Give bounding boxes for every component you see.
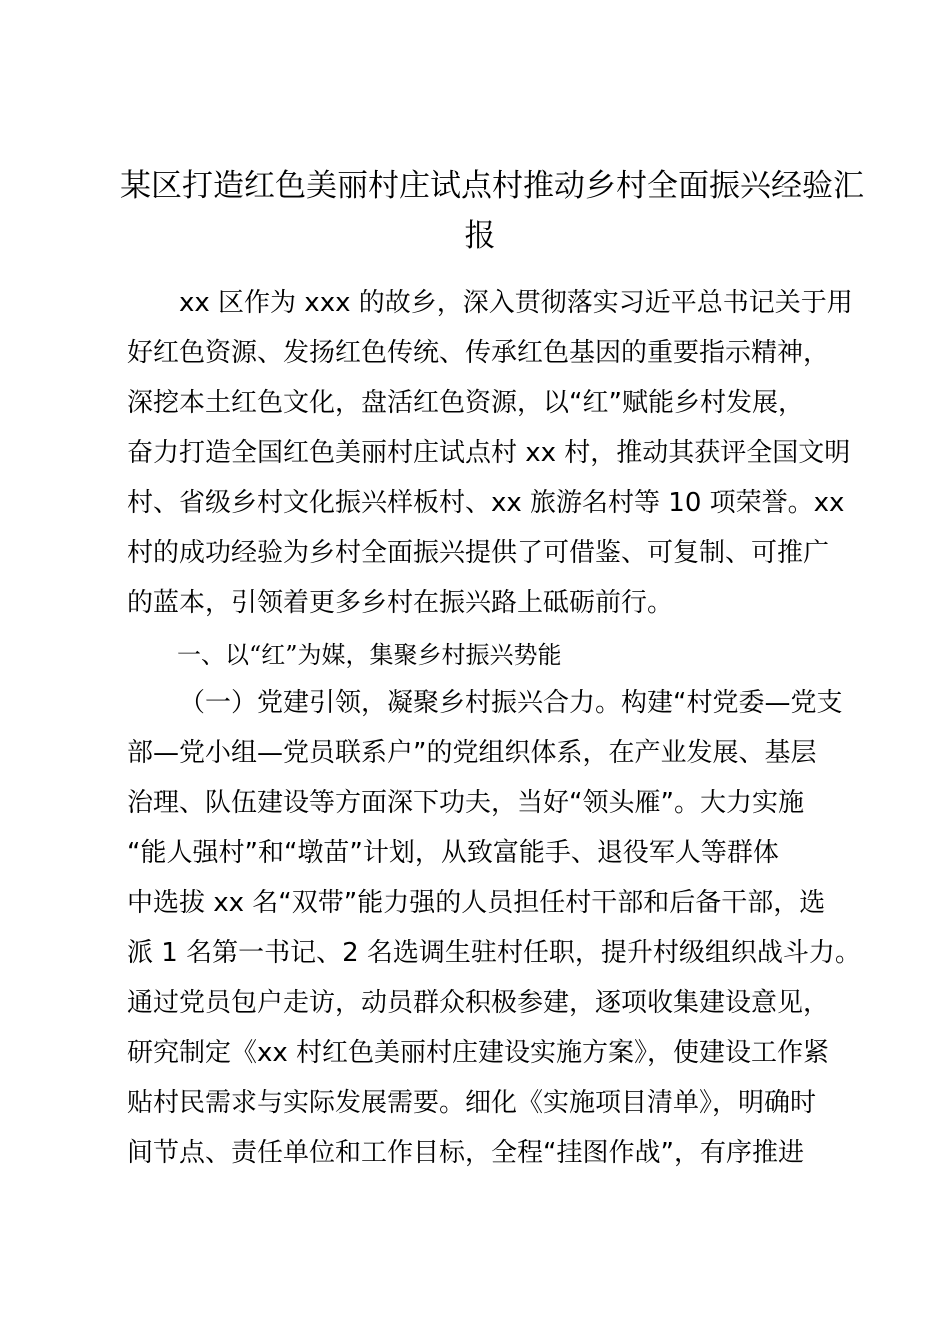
section-heading: 一、以“红”为媒，集聚乡村振兴势能	[177, 641, 562, 669]
paragraph-line: xx 区作为 xxx 的故乡，深入贯彻落实习近平总书记关于用	[179, 288, 853, 318]
paragraph-line: 贴村民需求与实际发展需要。细化《实施项目清单》，明确时	[127, 1088, 817, 1118]
paragraph-line: 通过党员包户走访，动员群众积极参建，逐项收集建设意见，	[127, 988, 830, 1018]
paragraph-line: “能人强村”和“墩苗”计划，从致富能手、退役军人等群体	[127, 838, 779, 868]
title-line: 某区打造红色美丽村庄试点村推动乡村全面振兴经验汇	[120, 168, 864, 204]
paragraph-line: （一）党建引领，凝聚乡村振兴合力。构建“村党委—党支	[179, 688, 843, 718]
paragraph-line: 部—党小组—党员联系户”的党组织体系，在产业发展、基层	[127, 738, 817, 768]
paragraph-line: 村、省级乡村文化振兴样板村、xx 旅游名村等 10 项荣誉。xx	[127, 488, 845, 518]
paragraph-line: 治理、队伍建设等方面深下功夫，当好“领头雁”。大力实施	[127, 788, 804, 818]
paragraph-line: 间节点、责任单位和工作目标，全程“挂图作战”，有序推进	[127, 1138, 804, 1168]
paragraph-line: 中选拔 xx 名“双带”能力强的人员担任村干部和后备干部，选	[127, 888, 826, 918]
paragraph-line: 研究制定《xx 村红色美丽村庄建设实施方案》，使建设工作紧	[127, 1038, 830, 1068]
paragraph-line: 深挖本土红色文化，盘活红色资源，以“红”赋能乡村发展，	[127, 388, 804, 418]
paragraph-line: 的蓝本，引领着更多乡村在振兴路上砥砺前行。	[127, 588, 674, 618]
paragraph-line: 村的成功经验为乡村全面振兴提供了可借鉴、可复制、可推广	[127, 538, 830, 568]
paragraph-line: 好红色资源、发扬红色传统、传承红色基因的重要指示精神，	[127, 338, 830, 368]
paragraph-line: 奋力打造全国红色美丽村庄试点村 xx 村，推动其获评全国文明	[127, 438, 851, 468]
document-title	[120, 160, 864, 260]
paragraph-intro	[127, 278, 853, 628]
paragraph-line: 派 1 名第一书记、2 名选调生驻村任职，提升村级组织战斗力。	[127, 938, 861, 968]
paragraph-party-building	[127, 678, 861, 1178]
title-line: 报	[464, 218, 496, 254]
